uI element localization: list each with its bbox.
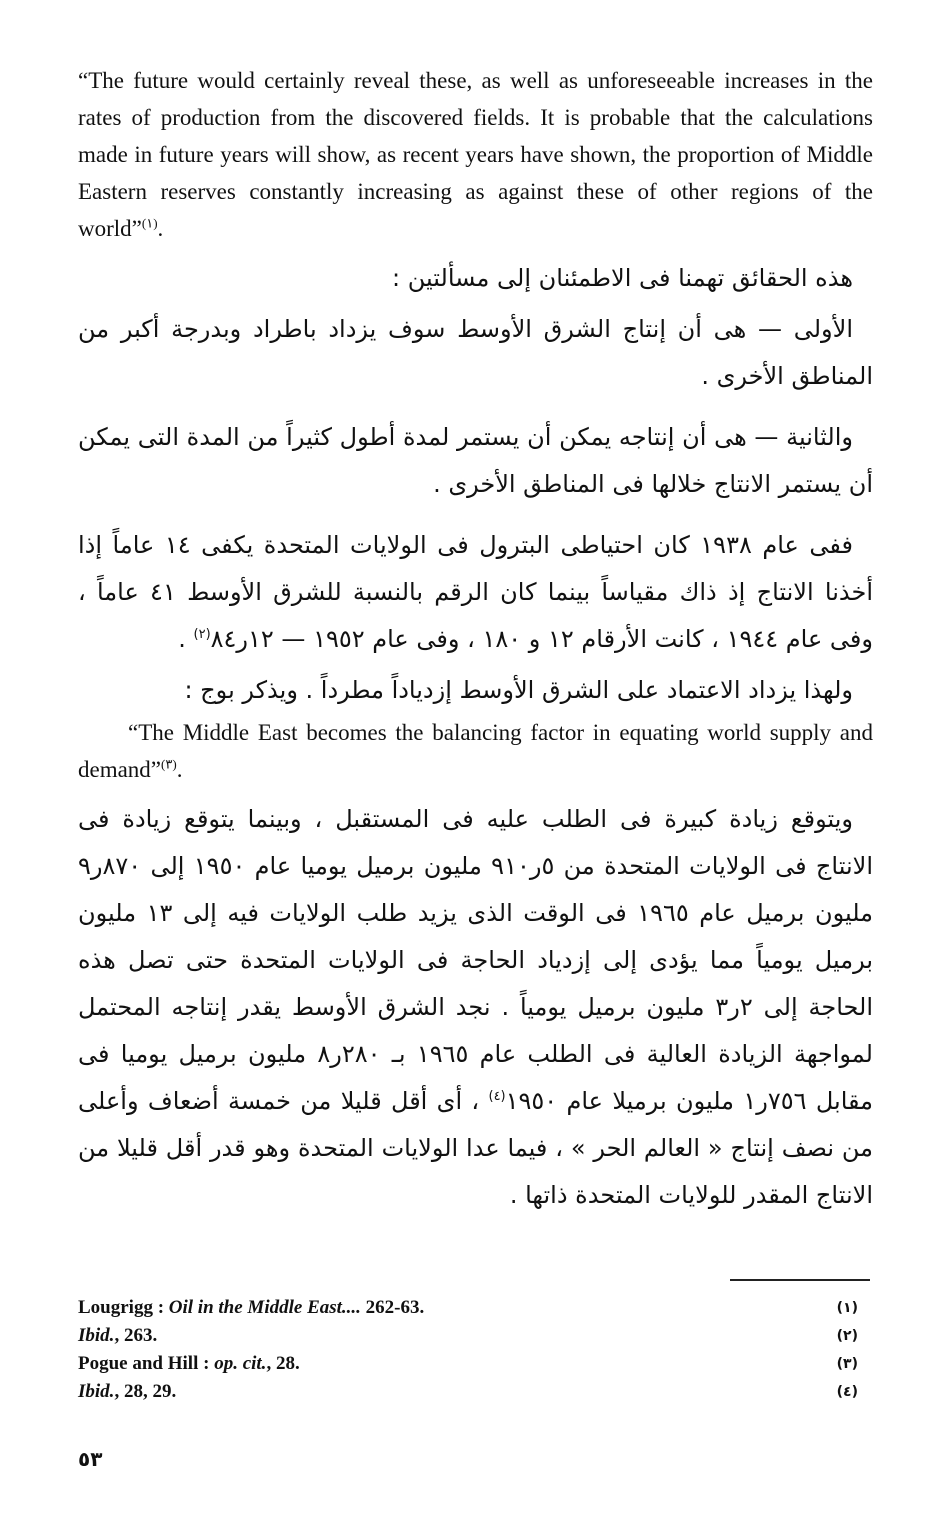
english-quote-2 — [78, 714, 873, 788]
footnote-ref-2[interactable]: (٢) — [193, 627, 211, 642]
footnote-pages: , 263. — [114, 1325, 158, 1346]
footnote-author: Lougrigg : — [78, 1297, 169, 1318]
footnote-ref-3[interactable]: (٣) — [161, 756, 177, 772]
footnote-title: Ibid. — [78, 1325, 115, 1346]
document-page — [78, 62, 873, 1492]
quote-2-end: . — [176, 757, 183, 782]
page-number: ٥٣ — [78, 1447, 103, 1471]
footnote-pages: , 28, 29. — [114, 1381, 177, 1402]
footnote-item — [78, 1322, 858, 1350]
footnote-item — [78, 1350, 858, 1378]
footnote-divider — [730, 1279, 870, 1281]
footnote-item — [78, 1294, 858, 1322]
arabic-1938-paragraph — [78, 522, 873, 663]
footnote-citation — [78, 1322, 157, 1350]
arabic-dependence-paragraph: ولهذا يزداد الاعتماد على الشرق الأوسط إزدياداً مطرداً . ويذكر بوج : — [184, 676, 853, 704]
footnote-pages: 262-63. — [360, 1297, 425, 1318]
footnote-title: Ibid. — [78, 1381, 115, 1402]
quote-1-text: “The future would certainly reveal these, as well as unforeseeable increases in the rates of production from the discovered fields. It is probable that the calculations made in future years will show, as recent years have shown, the proportion of Middle Eastern reserves constantly increasing as against these of other regions of the world” — [78, 68, 873, 241]
forecast-text-after: ، أى أقل قليلا من خمسة أضعاف وأعلى من نصف إنتاج « العالم الحر » ، فيما عدا الولايات المتحدة وهو قدر أقل قليلا من الانتاج المقدر للولايات المتحدة ذاتها . — [78, 1087, 873, 1209]
footnote-ref-1[interactable]: (١) — [141, 215, 158, 231]
quote-2-text: “The Middle East becomes the balancing factor in equating world supply and demand” — [78, 720, 873, 782]
footnote-ref-4[interactable]: (٤) — [488, 1089, 506, 1104]
footnote-number: (٤) — [836, 1384, 858, 1400]
footnote-title: op. cit. — [214, 1353, 267, 1374]
footnotes-list — [78, 1294, 858, 1406]
paragraph-1938-text: ففى عام ١٩٣٨ كان احتياطى البترول فى الولايات المتحدة يكفى ١٤ عاماً إذا أخذنا الانتاج إذ ذاك مقياساً بينما كان الرقم بالنسبة للشرق الأوسط ٤١ عاماً ، وفى عام ١٩٤٤ ، كانت الأرقام ١٢ و ١٨٠ ، وفى عام ١٩٥٢ — ١٢ر٨٤ — [78, 531, 873, 653]
footnote-author: Pogue and Hill : — [78, 1353, 215, 1374]
footnote-number: (١) — [836, 1300, 858, 1316]
arabic-second-point: والثانية — هى أن إنتاجه يمكن أن يستمر لمدة أطول كثيراً من المدة التى يمكن أن يستمر الانتاج خلالها فى المناطق الأخرى . — [78, 423, 873, 498]
footnote-pages: , 28. — [266, 1353, 300, 1374]
paragraph-1938-end: . — [178, 625, 194, 653]
quote-1-end: . — [157, 216, 164, 241]
footnote-citation — [78, 1294, 424, 1322]
english-quote-1 — [78, 62, 873, 247]
forecast-text-before: ويتوقع زيادة كبيرة فى الطلب عليه فى المستقبل ، وبينما يتوقع زيادة فى الانتاج فى الولايات المتحدة من ٥ر٩١٠ مليون برميل يوميا عام ١٩٥٠ إلى ٨٧٠ر٩ مليون برميل عام ١٩٦٥ فى الوقت الذى يزيد طلب الولايات فيه إلى ١٣ مليون برميل يومياً مما يؤدى إلى إزدياد الحاجة فى الولايات المتحدة حتى تصل هذه الحاجة إلى ٢ر٣ مليون برميل يومياً . نجد الشرق الأوسط يقدر إنتاجه المحتمل لمواجهة الزيادة العالية فى الطلب عام ١٩٦٥ بـ ٢٨٠ر٨ مليون برميل يوميا فى مقابل ٧٥٦ر١ مليون برميلا عام ١٩٥٠ — [78, 805, 874, 1115]
footnote-title: Oil in the Middle East.... — [168, 1297, 361, 1318]
footnote-item — [78, 1378, 858, 1406]
footnote-citation — [78, 1378, 176, 1406]
arabic-first-point: الأولى — هى أن إنتاج الشرق الأوسط سوف يزداد باطراد وبدرجة أكبر من المناطق الأخرى . — [78, 315, 873, 390]
footnote-number: (٢) — [836, 1328, 858, 1344]
arabic-intro-paragraph: هذه الحقائق تهمنا فى الاطمئنان إلى مسألتين : — [392, 264, 853, 292]
arabic-forecast-paragraph — [78, 796, 873, 1219]
footnote-citation — [78, 1350, 300, 1378]
footnote-number: (٣) — [836, 1356, 858, 1372]
